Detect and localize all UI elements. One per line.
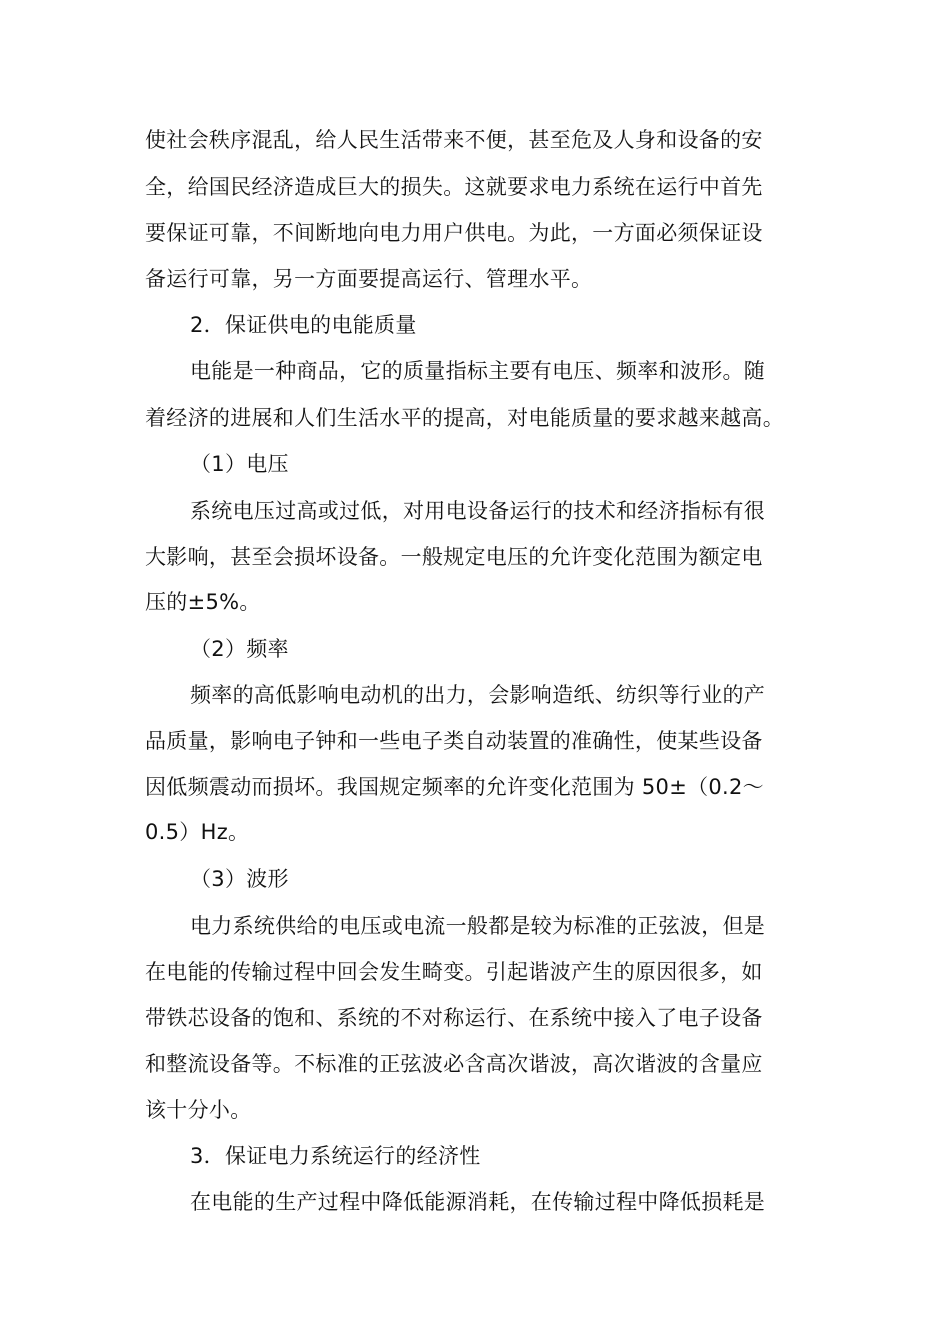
subsection-heading: （2）频率 (190, 637, 289, 661)
text-line: 品质量，影响电子钟和一些电子类自动装置的准确性，使某些设备 (145, 729, 763, 753)
text-line: 备运行可靠，另一方面要提高运行、管理水平。 (145, 267, 593, 291)
text-line: 全，给国民经济造成巨大的损失。这就要求电力系统在运行中首先 (145, 175, 763, 199)
text-line: 0.5）Hz。 (145, 820, 250, 844)
paragraph-start: 电能是一种商品，它的质量指标主要有电压、频率和波形。随 (190, 359, 766, 383)
subsection-heading: （1）电压 (190, 452, 289, 476)
text-line: 压的±5%。 (145, 590, 261, 614)
paragraph-start: 在电能的生产过程中降低能源消耗，在传输过程中降低损耗是 (190, 1190, 766, 1214)
text-line: 着经济的进展和人们生活水平的提高，对电能质量的要求越来越高。 (145, 406, 784, 430)
paragraph-start: 电力系统供给的电压或电流一般都是较为标准的正弦波，但是 (190, 914, 766, 938)
text-line: 该十分小。 (145, 1098, 252, 1122)
section-heading: 3．保证电力系统运行的经济性 (190, 1144, 481, 1168)
text-line: 带铁芯设备的饱和、系统的不对称运行、在系统中接入了电子设备 (145, 1006, 763, 1030)
section-heading: 2．保证供电的电能质量 (190, 313, 417, 337)
text-line: 大影响，甚至会损坏设备。一般规定电压的允许变化范围为额定电 (145, 545, 763, 569)
text-line: 要保证可靠，不间断地向电力用户供电。为此，一方面必须保证设 (145, 221, 763, 245)
text-line: 和整流设备等。不标准的正弦波必含高次谐波，高次谐波的含量应 (145, 1052, 763, 1076)
paragraph-start: 频率的高低影响电动机的出力，会影响造纸、纺织等行业的产 (190, 683, 766, 707)
subsection-heading: （3）波形 (190, 867, 289, 891)
text-line: 使社会秩序混乱，给人民生活带来不便，甚至危及人身和设备的安 (145, 128, 763, 152)
paragraph-start: 系统电压过高或过低，对用电设备运行的技术和经济指标有很 (190, 499, 766, 523)
text-line: 在电能的传输过程中回会发生畸变。引起谐波产生的原因很多，如 (145, 960, 763, 984)
text-line: 因低频震动而损坏。我国规定频率的允许变化范围为 50±（0.2～ (145, 775, 764, 799)
